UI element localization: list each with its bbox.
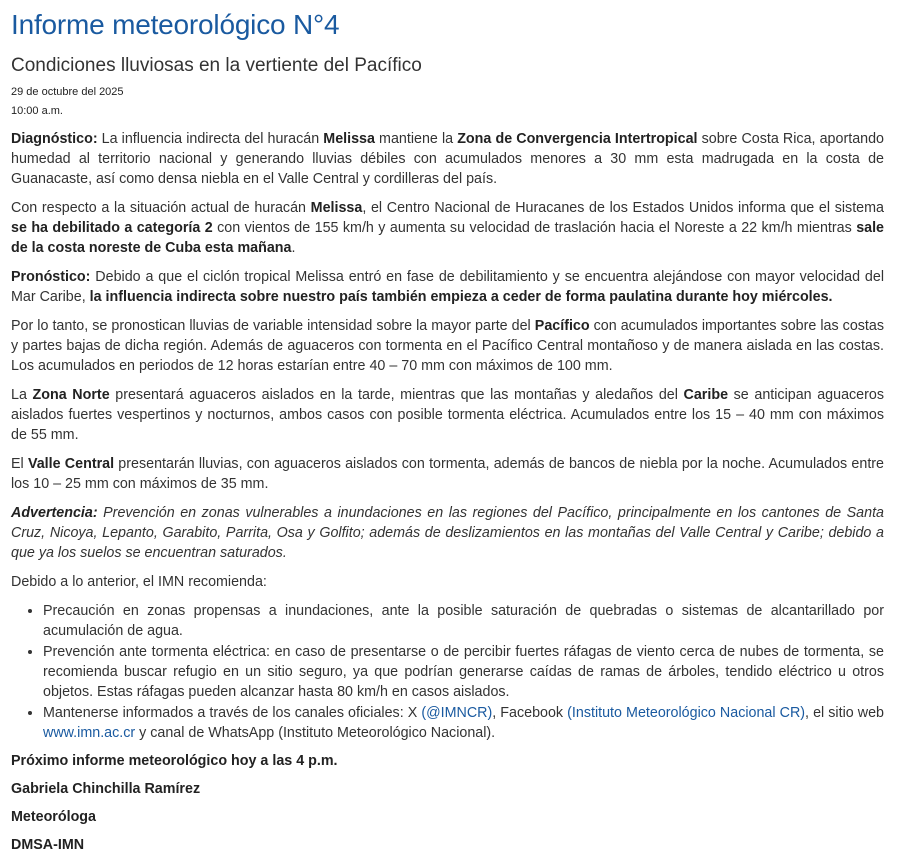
text-span: , el sitio web [805,705,885,721]
text-span: sobre Costa Rica, aportando humedad al territorio nacional y generando lluvias débiles con acumulados menores a 30 mm esta madrugada en la costa de Guanacaste, así como densa niebla en el Valle Central y cordilleras del país. [11,131,884,187]
text-span: se anticipan aguaceros aislados fuertes vespertinos y nocturnos, ambos casos con posible tormenta eléctrica. Acumulados entre los 15 – 40 mm con máximos de 55 mm. [11,387,884,443]
text-span: Debido a que el ciclón tropical Melissa entró en fase de debilitamiento y se encuentra alejándose con mayor velocidad del Mar Caribe, [11,269,884,305]
recommendations-list [11,601,884,743]
list-item: • Precaución en zonas propensas a inundaciones, ante la posible saturación de quebradas o sistemas de alcantarillado por acumulación de agua. [43,601,884,641]
bold-span: Caribe [683,387,729,403]
text-span: presentarán lluvias, con aguaceros aislados con tormenta, además de bancos de niebla por la noche. Acumulados entre los 10 – 25 mm con máximos de 35 mm. [11,456,885,492]
pacifico-paragraph [11,316,884,376]
bold-span: se ha debilitado a categoría 2 [11,220,213,236]
page-subtitle: Condiciones lluviosas en la vertiente del Pacífico [11,55,422,76]
text-span: La [11,387,33,403]
bold-span: Melissa [310,200,363,216]
advertencia-paragraph [11,503,884,563]
diagnostico-paragraph [11,129,884,189]
bold-span: Valle Central [27,456,115,472]
text-span: y canal de WhatsApp (Instituto Meteorológico Nacional). [135,725,496,741]
text-span: , el Centro Nacional de Huracanes de los Estados Unidos informa que el sistema [362,200,884,216]
pronostico-label: Pronóstico: [11,269,91,285]
zona-norte-paragraph [11,385,884,445]
diagnostico-label: Diagnóstico: [11,131,98,147]
text-span: Prevención en zonas vulnerables a inundaciones en las regiones del Pacífico, principalmente en los cantones de Santa Cruz, Nicoya, Lepanto, Garabito, Parrita, Osa y Golfito; además de deslizamientos en las montañas del Valle Central y Caribe; debido a que ya los suelos se encuentran saturados. [11,505,884,561]
facebook-link[interactable]: (Instituto Meteorológico Nacional CR) [567,705,806,721]
situacion-paragraph [11,198,884,258]
advertencia-label: Advertencia: [11,505,98,521]
recomienda-paragraph: Debido a lo anterior, el IMN recomienda: [11,574,267,590]
text-span: mantiene la [374,131,458,147]
bold-span: Zona Norte [32,387,110,403]
text-span: Con respecto a la situación actual de huracán [11,200,311,216]
bold-span: sale de la costa noreste de Cuba esta mañana [11,220,885,256]
author-name: Gabriela Chinchilla Ramírez [11,781,201,797]
text-span: presentará aguaceros aislados en la tarde, mientras que las montañas y aledaños del [109,387,684,403]
website-link[interactable]: www.imn.ac.cr [43,725,136,741]
text-span: La influencia indirecta del huracán [97,131,324,147]
list-item [43,703,884,743]
author-role: Meteoróloga [11,809,96,825]
text-span: , Facebook [492,705,568,721]
text-span: . [291,240,296,256]
report-time: 10:00 a.m. [11,105,63,117]
author-org: DMSA-IMN [11,837,85,853]
valle-central-paragraph [11,454,884,494]
text-span: con acumulados importantes sobre las costas y partes bajas de dicha región. Además de aguaceros con tormenta en el Pacífico Central montañoso y de manera aislada en las costas. Los acumulados en periodos de 12 horas estarían entre 40 – 70 mm con máximos de 100 mm. [11,318,884,374]
pronostico-paragraph [11,267,884,307]
report-date: 29 de octubre del 2025 [11,86,124,98]
bold-span: Melissa [323,131,375,147]
text-span: con vientos de 155 km/h y aumenta su velocidad de traslación hacia el Noreste a 22 km/h mientras [212,220,857,236]
next-report: Próximo informe meteorológico hoy a las 4 p.m. [11,753,338,769]
text-span: Mantenerse informados a través de los canales oficiales: X [43,705,422,721]
bold-span: Zona de Convergencia Intertropical [457,131,698,147]
twitter-link[interactable]: (@IMNCR) [421,705,493,721]
text-span: El [11,456,28,472]
bold-span: Pacífico [534,318,590,334]
text-span: Por lo tanto, se pronostican lluvias de variable intensidad sobre la mayor parte del [11,318,535,334]
list-item: • Prevención ante tormenta eléctrica: en caso de presentarse o de percibir fuertes ráfagas de viento cerca de nubes de tormenta, se recomienda buscar refugio en un sitio seguro, ya que podrían generarse caídas de ramas de árboles, tendido eléctrico u otros objetos. Estas ráfagas pueden alcanzar hasta 80 km/h en casos aislados. [43,642,884,702]
page-title: Informe meteorológico N°4 [11,9,340,40]
bold-span: la influencia indirecta sobre nuestro país también empieza a ceder de forma paulatina durante hoy miércoles. [89,289,833,305]
